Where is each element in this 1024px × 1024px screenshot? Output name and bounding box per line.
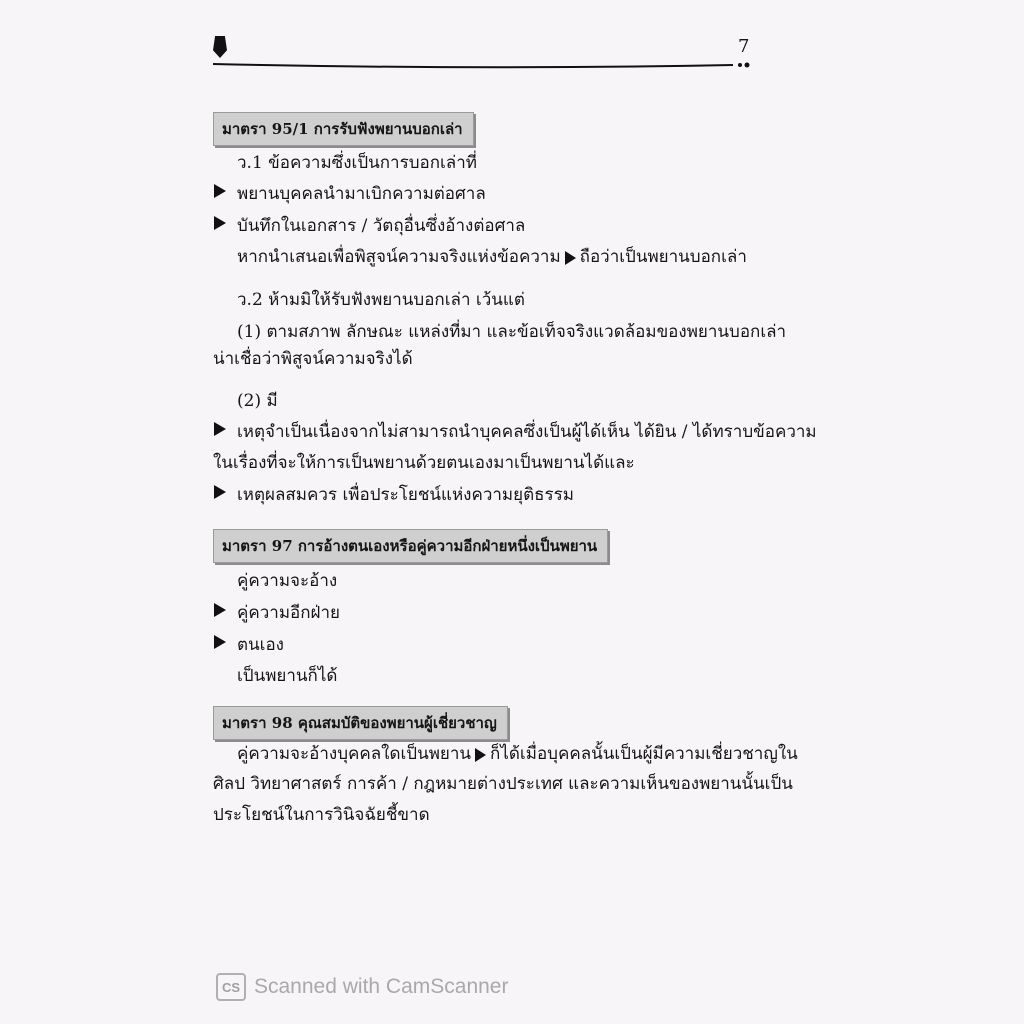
inline-arrow-icon [475,748,486,762]
line-text: ถือว่าเป็นพยานบอกเล่า [579,247,747,267]
paragraph-line: เป็นพยานก็ได้ [237,666,338,686]
section-heading-97: มาตรา 97 การอ้างตนเองหรือคู่ความอีกฝ่ายหนึ่งเป็นพยาน [213,529,608,563]
header-rule [213,58,753,72]
inline-arrow-icon [565,251,576,265]
watermark-text: Scanned with CamScanner [254,975,509,998]
paragraph-line: บันทึกในเอกสาร / วัตถุอื่นซึ่งอ้างต่อศาล [237,216,526,236]
camscanner-logo-icon: CS [216,973,246,1001]
paragraph-line: ประโยชน์ในการวินิจฉัยชี้ขาด [213,805,430,825]
paragraph-line: น่าเชื่อว่าพิสูจน์ความจริงได้ [213,349,413,369]
bullet-arrow-icon [214,422,226,436]
paragraph-line: ว.2 ห้ามมิให้รับฟังพยานบอกเล่า เว้นแต่ [237,290,525,310]
camscanner-watermark [216,973,508,1001]
paragraph-line: (1) ตามสภาพ ลักษณะ แหล่งที่มา และข้อเท็จจริงแวดล้อมของพยานบอกเล่า [237,322,787,342]
page-number: 7 [738,36,750,57]
bullet-arrow-icon [214,603,226,617]
paragraph-line: คู่ความจะอ้าง [237,571,338,591]
paragraph-line [237,740,798,767]
paragraph-line: พยานบุคคลนำมาเบิกความต่อศาล [237,184,486,204]
bullet-arrow-icon [214,216,226,230]
paragraph-line: คู่ความอีกฝ่าย [237,603,341,623]
bullet-arrow-icon [214,485,226,499]
line-text: คู่ความจะอ้างบุคคลใดเป็นพยาน [237,744,472,764]
paragraph-line: ว.1 ข้อความซึ่งเป็นการบอกเล่าที่ [237,153,477,173]
bullet-arrow-icon [214,184,226,198]
paragraph-line: (2) มี [237,391,278,411]
section-heading-95-1: มาตรา 95/1 การรับฟังพยานบอกเล่า [213,112,474,146]
paragraph-line [237,243,747,270]
line-text: ก็ได้เมื่อบุคคลนั้นเป็นผู้มีความเชี่ยวชาญใน [490,744,798,764]
paragraph-line: ศิลป วิทยาศาสตร์ การค้า / กฎหมายต่างประเทศ และความเห็นของพยานนั้นเป็น [213,774,793,794]
paragraph-line: ตนเอง [237,635,284,655]
section-heading-98: มาตรา 98 คุณสมบัติของพยานผู้เชี่ยวชาญ [213,706,508,740]
paragraph-line: เหตุผลสมควร เพื่อประโยชน์แห่งความยุติธรรม [237,485,574,505]
paragraph-line: เหตุจำเป็นเนื่องจากไม่สามารถนำบุคคลซึ่งเป็นผู้ได้เห็น ได้ยิน / ได้ทราบข้อความ [237,422,817,442]
line-text: หากนำเสนอเพื่อพิสูจน์ความจริงแห่งข้อความ [237,247,561,267]
bullet-arrow-icon [214,635,226,649]
header-ornament-icon [213,36,227,58]
paragraph-line: ในเรื่องที่จะให้การเป็นพยานด้วยตนเองมาเป็นพยานได้และ [213,453,635,473]
